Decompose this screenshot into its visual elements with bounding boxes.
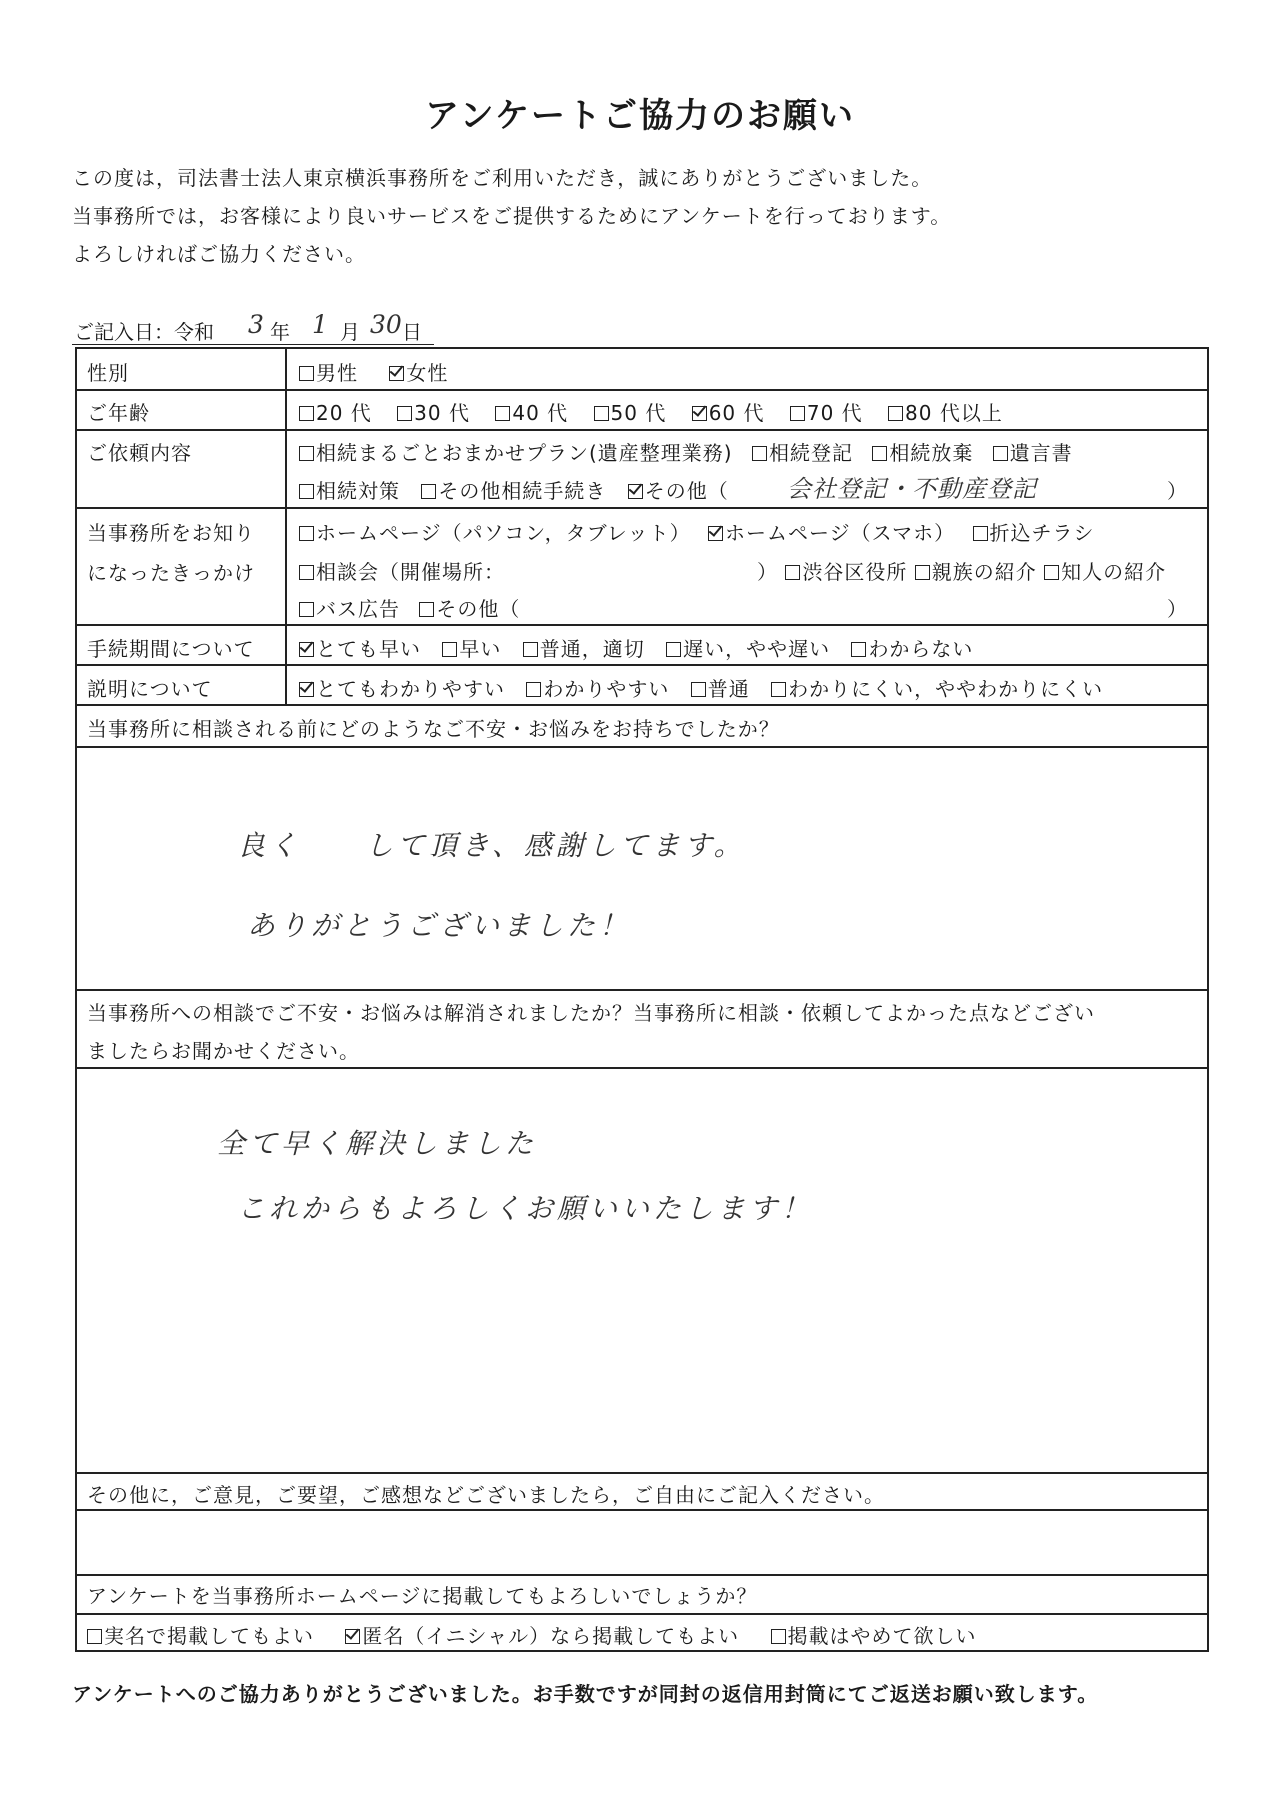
option-source-other[interactable]: その他（ <box>419 597 520 621</box>
source-label-line1: 当事務所をお知り <box>87 521 255 545</box>
option-real-name[interactable]: 実名で掲載してもよい <box>87 1624 314 1648</box>
seminar-close-paren: ） <box>757 560 778 584</box>
intro-line-3: よろしければご協力ください。 <box>72 242 366 266</box>
row-divider <box>77 624 1207 626</box>
checkbox-age-40[interactable] <box>495 406 510 421</box>
option-unknown[interactable]: わからない <box>851 637 973 661</box>
checkbox-male[interactable] <box>299 366 314 381</box>
checkbox-inheritance-planning[interactable] <box>299 484 314 499</box>
option-acquaintance-referral[interactable]: 知人の紹介 <box>1044 560 1166 584</box>
checkbox-inheritance-registration[interactable] <box>752 446 767 461</box>
request-other-handwritten: 会社登記・不動産登記 <box>787 475 1037 503</box>
checkbox-bus-ad[interactable] <box>299 602 314 617</box>
checkbox-clear[interactable] <box>526 682 541 697</box>
option-full-plan[interactable]: 相続まるごとおまかせプラン(遺産整理業務) <box>299 441 733 465</box>
q1-answer-line2: ありがとうございました！ <box>247 909 632 942</box>
q2-question-line1: 当事務所への相談でご不安・お悩みは解消されましたか？当事務所に相談・依頼してよかった点などござい <box>87 1001 1095 1025</box>
checkbox-flyer[interactable] <box>973 526 988 541</box>
checkbox-very-fast[interactable] <box>299 642 314 657</box>
checkbox-source-other[interactable] <box>419 602 434 617</box>
option-age-20[interactable]: 20 代 <box>299 401 372 425</box>
option-fast[interactable]: 早い <box>442 637 501 661</box>
checkbox-shibuya[interactable] <box>785 565 800 580</box>
option-age-60[interactable]: 60 代 <box>692 401 765 425</box>
option-male[interactable]: 男性 <box>299 361 358 385</box>
option-unclear[interactable]: わかりにくい，ややわかりにくい <box>771 677 1103 701</box>
option-inheritance-planning[interactable]: 相続対策 <box>299 479 400 503</box>
entry-date-month: 1 <box>312 310 328 339</box>
year-unit: 年 <box>270 320 290 344</box>
checkbox-no-publish[interactable] <box>771 1629 786 1644</box>
checkbox-anonymous[interactable] <box>345 1629 360 1644</box>
checkbox-age-80[interactable] <box>888 406 903 421</box>
option-anonymous[interactable]: 匿名（イニシャル）なら掲載してもよい <box>345 1624 739 1648</box>
option-age-40[interactable]: 40 代 <box>495 401 568 425</box>
checkbox-full-plan[interactable] <box>299 446 314 461</box>
entry-date-day: 30 <box>370 310 402 339</box>
entry-date-year: 3 <box>248 310 264 339</box>
option-normal[interactable]: 普通，適切 <box>523 637 645 661</box>
option-age-80[interactable]: 80 代以上 <box>888 401 1003 425</box>
row-divider <box>77 1574 1207 1576</box>
gender-label: 性別 <box>87 361 129 385</box>
checkbox-age-50[interactable] <box>594 406 609 421</box>
option-average[interactable]: 普通 <box>691 677 750 701</box>
option-bus-ad[interactable]: バス広告 <box>299 597 400 621</box>
source-other-close-paren: ） <box>1167 597 1188 621</box>
q1-question: 当事務所に相談される前にどのようなご不安・お悩みをお持ちでしたか？ <box>87 717 780 741</box>
option-shibuya[interactable]: 渋谷区役所 <box>785 560 907 584</box>
entry-date-label: ご記入日：令和 <box>74 320 214 344</box>
checkbox-seminar[interactable] <box>299 565 314 580</box>
entry-date[interactable] <box>72 312 434 345</box>
checkbox-age-70[interactable] <box>790 406 805 421</box>
footer-note: アンケートへのご協力ありがとうございました。お手数ですが同封の返信用封筒にてご返送お願い致します。 <box>72 1682 1099 1706</box>
checkbox-age-60[interactable] <box>692 406 707 421</box>
checkbox-slow[interactable] <box>666 642 681 657</box>
row-divider <box>77 989 1207 991</box>
column-divider <box>285 349 287 705</box>
option-inheritance-registration[interactable]: 相続登記 <box>752 441 853 465</box>
checkbox-family-referral[interactable] <box>915 565 930 580</box>
option-age-70[interactable]: 70 代 <box>790 401 863 425</box>
row-divider <box>77 1067 1207 1069</box>
option-age-30[interactable]: 30 代 <box>397 401 470 425</box>
q2-question-line2: ましたらお聞かせください。 <box>87 1039 360 1063</box>
q1-answer-line1: 良く して頂き、感謝してます。 <box>237 829 746 862</box>
period-label: 手続期間について <box>87 637 255 661</box>
survey-form <box>75 347 1209 1652</box>
option-very-clear[interactable]: とてもわかりやすい <box>299 677 505 701</box>
option-family-referral[interactable]: 親族の紹介 <box>915 560 1037 584</box>
option-homepage-pc[interactable]: ホームページ（パソコン，タブレット） <box>299 521 691 545</box>
intro-line-2: 当事務所では，お客様により良いサービスをご提供するためにアンケートを行っております。 <box>72 204 952 228</box>
request-label: ご依頼内容 <box>87 441 192 465</box>
checkbox-average[interactable] <box>691 682 706 697</box>
request-close-paren: ） <box>1167 479 1188 503</box>
publish-question: アンケートを当事務所ホームページに掲載してもよろしいでしょうか？ <box>87 1584 758 1608</box>
option-homepage-phone[interactable]: ホームページ（スマホ） <box>708 521 955 545</box>
checkbox-renunciation[interactable] <box>872 446 887 461</box>
row-divider <box>77 704 1207 706</box>
month-unit: 月 <box>340 320 360 344</box>
option-request-other[interactable]: その他（ <box>628 479 729 503</box>
checkbox-unclear[interactable] <box>771 682 786 697</box>
checkbox-age-30[interactable] <box>397 406 412 421</box>
row-divider <box>77 429 1207 431</box>
option-other-inheritance[interactable]: その他相続手続き <box>421 479 606 503</box>
checkbox-request-other[interactable] <box>628 484 643 499</box>
row-divider <box>77 1613 1207 1615</box>
explanation-label: 説明について <box>87 677 213 701</box>
option-flyer[interactable]: 折込チラシ <box>973 521 1095 545</box>
checkbox-will[interactable] <box>993 446 1008 461</box>
checkbox-age-20[interactable] <box>299 406 314 421</box>
intro-line-1: この度は，司法書士法人東京横浜事務所をご利用いただき，誠にありがとうございました。 <box>72 166 933 190</box>
checkbox-female[interactable] <box>389 366 404 381</box>
row-divider <box>77 1509 1207 1511</box>
row-divider <box>77 1472 1207 1474</box>
row-divider <box>77 746 1207 748</box>
option-renunciation[interactable]: 相続放棄 <box>872 441 973 465</box>
checkbox-homepage-pc[interactable] <box>299 526 314 541</box>
option-seminar[interactable]: 相談会（開催場所： <box>299 556 505 585</box>
checkbox-other-inheritance[interactable] <box>421 484 436 499</box>
q3-question: その他に，ご意見，ご要望，ご感想などございましたら，ご自由にご記入ください。 <box>87 1483 885 1507</box>
option-age-50[interactable]: 50 代 <box>594 401 667 425</box>
checkbox-fast[interactable] <box>442 642 457 657</box>
q2-answer-line1: 全て早く解決しました <box>217 1127 538 1160</box>
age-label: ご年齢 <box>87 401 150 425</box>
checkbox-very-clear[interactable] <box>299 682 314 697</box>
option-will[interactable]: 遺言書 <box>993 441 1073 465</box>
checkbox-unknown[interactable] <box>851 642 866 657</box>
q2-answer-line2: これからもよろしくお願いいたします！ <box>237 1192 814 1225</box>
survey-title: アンケートご協力のお願い <box>425 96 855 136</box>
option-no-publish[interactable]: 掲載はやめて欲しい <box>771 1624 977 1648</box>
row-divider <box>77 389 1207 391</box>
checkbox-normal[interactable] <box>523 642 538 657</box>
day-unit: 日 <box>402 320 422 344</box>
row-divider <box>77 507 1207 509</box>
checkbox-real-name[interactable] <box>87 1629 102 1644</box>
option-slow[interactable]: 遅い，やや遅い <box>666 637 830 661</box>
source-label-line2: になったきっかけ <box>87 561 255 585</box>
checkbox-acquaintance-referral[interactable] <box>1044 565 1059 580</box>
option-very-fast[interactable]: とても早い <box>299 637 421 661</box>
option-female[interactable]: 女性 <box>389 361 448 385</box>
row-divider <box>77 664 1207 666</box>
option-clear[interactable]: わかりやすい <box>526 677 669 701</box>
q3-answer-area[interactable] <box>87 1519 1187 1569</box>
checkbox-homepage-phone[interactable] <box>708 526 723 541</box>
